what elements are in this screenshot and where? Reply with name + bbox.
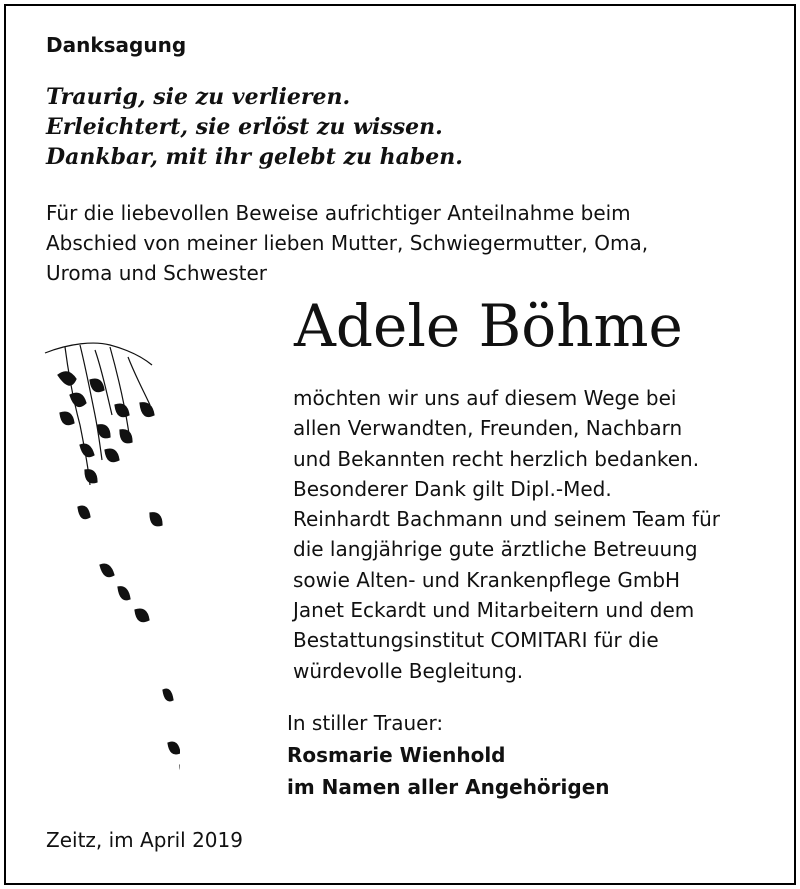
mourner-name: Rosmarie Wienhold bbox=[287, 743, 506, 767]
body-line: möchten wir uns auf diesem Wege bei bbox=[293, 386, 677, 410]
body-line: die langjährige gute ärztliche Betreuung bbox=[293, 537, 698, 562]
place-date: Zeitz, im April 2019 bbox=[46, 828, 243, 852]
motto-line: Dankbar, mit ihr gelebt zu haben. bbox=[46, 144, 463, 170]
body-line: Bestattungsinstitut COMITARI für die bbox=[293, 628, 659, 653]
motto-line: Erleichtert, sie erlöst zu wissen. bbox=[46, 114, 443, 140]
body-line: und Bekannten recht herzlich bedanken. bbox=[293, 446, 700, 471]
deceased-name: Adele Böhme bbox=[294, 292, 683, 360]
intro-line: Uroma und Schwester bbox=[46, 261, 267, 285]
intro-line: Abschied von meiner lieben Mutter, Schwiegermutter, Oma, bbox=[46, 231, 649, 255]
mourning-block bbox=[287, 707, 610, 803]
body-line: würdevolle Begleitung. bbox=[293, 658, 524, 683]
intro-text bbox=[46, 198, 746, 288]
motto-line: Traurig, sie zu verlieren. bbox=[46, 84, 351, 110]
intro-line: Für die liebevollen Beweise aufrichtiger Anteilnahme beim bbox=[46, 201, 631, 225]
mourner-note: im Namen aller Angehörigen bbox=[287, 775, 610, 799]
body-line: Reinhardt Bachmann und seinem Team für bbox=[293, 507, 720, 532]
body-line: Besonderer Dank gilt Dipl.-Med. bbox=[293, 476, 612, 501]
falling-leaves-icon bbox=[40, 335, 180, 789]
body-line: allen Verwandten, Freunden, Nachbarn bbox=[293, 416, 683, 441]
body-line: Janet Eckardt und Mitarbeitern und dem bbox=[293, 598, 695, 623]
mourning-intro: In stiller Trauer: bbox=[287, 711, 444, 735]
motto bbox=[46, 82, 463, 172]
body-line: sowie Alten- und Krankenpflege GmbH bbox=[293, 567, 681, 592]
notice-heading: Danksagung bbox=[46, 33, 187, 57]
thanks-text bbox=[293, 383, 773, 686]
